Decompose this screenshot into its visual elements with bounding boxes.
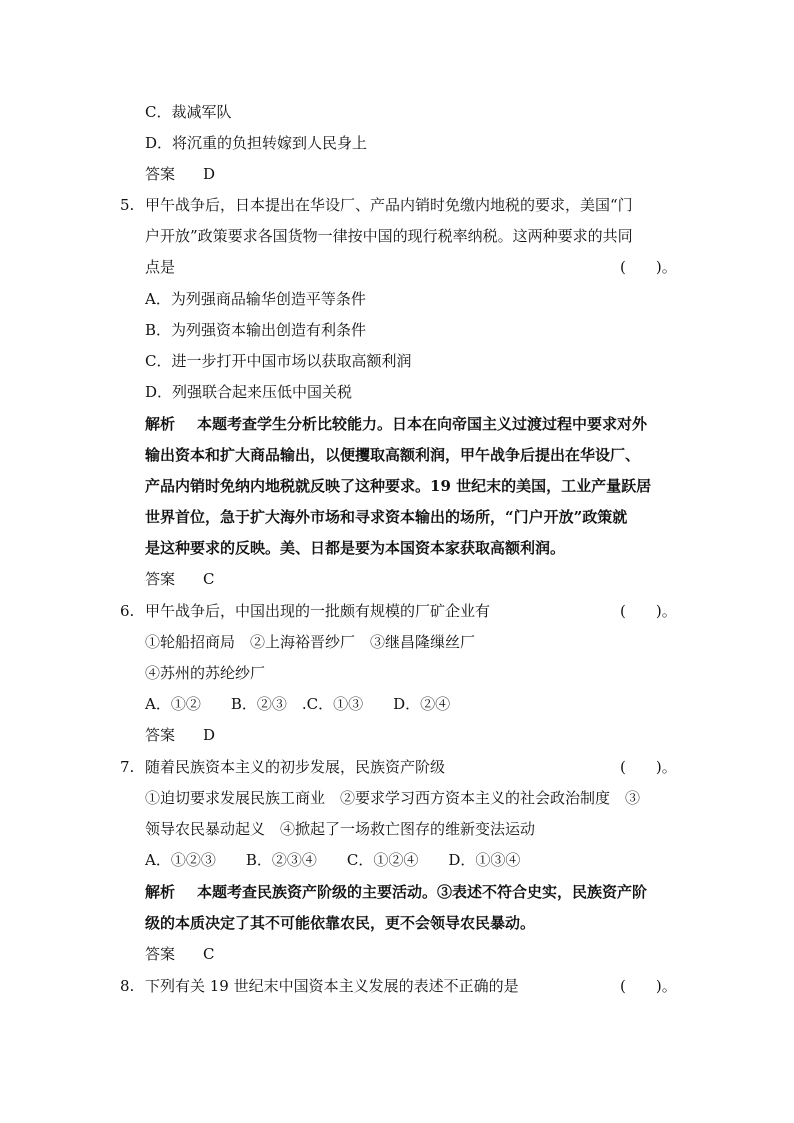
answer-value: C — [203, 570, 215, 588]
q7-number: 7. — [120, 758, 135, 776]
q5-option-a: A．为列强商品输华创造平等条件 — [145, 290, 366, 308]
q5-stem-line3: 点是 — [145, 258, 176, 276]
q5-option-c: C．进一步打开中国市场以获取高额利润 — [145, 352, 412, 370]
q5-analysis-line1: 解析 本题考查学生分析比较能力。日本在向帝国主义过渡过程中要求对外 — [145, 415, 648, 433]
q7-analysis-line2: 级的本质决定了其不可能依靠农民，更不会领导农民暴动。 — [145, 914, 536, 932]
q8-stem: 下列有关 19 世纪末中国资本主义发展的表述不正确的是 — [145, 977, 519, 995]
answer-value: D — [203, 165, 216, 183]
q7-options: A．①②③ B．②③④ C．①②④ D．①③④ — [145, 851, 521, 869]
q6-options: A．①② B．②③ .C．①③ D．②④ — [145, 695, 451, 713]
q8-answer-paren: ( )。 — [620, 977, 677, 995]
analysis-label: 解析 — [145, 415, 176, 433]
q7-items-line2: 领导农民暴动起义 ④掀起了一场救亡图存的维新变法运动 — [145, 820, 536, 838]
q5-answer-paren: ( )。 — [620, 258, 677, 276]
q8-number: 8. — [120, 977, 135, 995]
answer-label: 答案 — [145, 726, 176, 744]
q6-stem: 甲午战争后，中国出现的一批颇有规模的厂矿企业有 — [145, 602, 491, 620]
answer-label: 答案 — [145, 165, 176, 183]
q6-answer — [145, 724, 215, 746]
q7-answer — [145, 943, 215, 965]
q7-stem: 随着民族资本主义的初步发展，民族资产阶级 — [145, 758, 446, 776]
q5-number: 5. — [120, 196, 135, 214]
q7-analysis-line1: 解析 本题考查民族资产阶级的主要活动。③表述不符合史实，民族资产阶 — [145, 883, 648, 901]
q5-analysis-line5: 是这种要求的反映。美、日都是要为本国资本家获取高额利润。 — [145, 539, 566, 557]
answer-label: 答案 — [145, 570, 176, 588]
analysis-label: 解析 — [145, 883, 176, 901]
q7-answer-paren: ( )。 — [620, 758, 677, 776]
q4-answer — [145, 163, 215, 185]
answer-value: C — [203, 945, 215, 963]
answer-label: 答案 — [145, 945, 176, 963]
q5-option-b: B．为列强资本输出创造有利条件 — [145, 321, 367, 339]
q5-analysis-line2: 输出资本和扩大商品输出，以便攫取高额利润，甲午战争后提出在华设厂、 — [145, 446, 641, 464]
q4-option-c: C．裁减军队 — [145, 103, 232, 121]
q5-stem-line1: 甲午战争后，日本提出在华设厂、产品内销时免缴内地税的要求，美国“门 — [145, 196, 633, 214]
q5-stem-line2: 户开放”政策要求各国货物一律按中国的现行税率纳税。这两种要求的共同 — [145, 227, 633, 245]
q5-analysis-line3: 产品内销时免纳内地税就反映了这种要求。19 世纪末的美国，工业产量跃居 — [145, 477, 652, 495]
q6-number: 6. — [120, 602, 135, 620]
q5-answer — [145, 568, 215, 590]
q5-option-d: D．列强联合起来压低中国关税 — [145, 383, 353, 401]
q6-items-line1: ①轮船招商局 ②上海裕晋纱厂 ③继昌隆缫丝厂 — [145, 633, 476, 651]
q7-items-line1: ①迫切要求发展民族工商业 ②要求学习西方资本主义的社会政治制度 ③ — [145, 789, 641, 807]
answer-value: D — [203, 726, 216, 744]
q6-items-line2: ④苏州的苏纶纱厂 — [145, 664, 266, 682]
q4-option-d: D．将沉重的负担转嫁到人民身上 — [145, 134, 368, 152]
q5-analysis-line4: 世界首位，急于扩大海外市场和寻求资本输出的场所，“门户开放”政策就 — [145, 508, 628, 526]
q6-answer-paren: ( )。 — [620, 602, 677, 620]
